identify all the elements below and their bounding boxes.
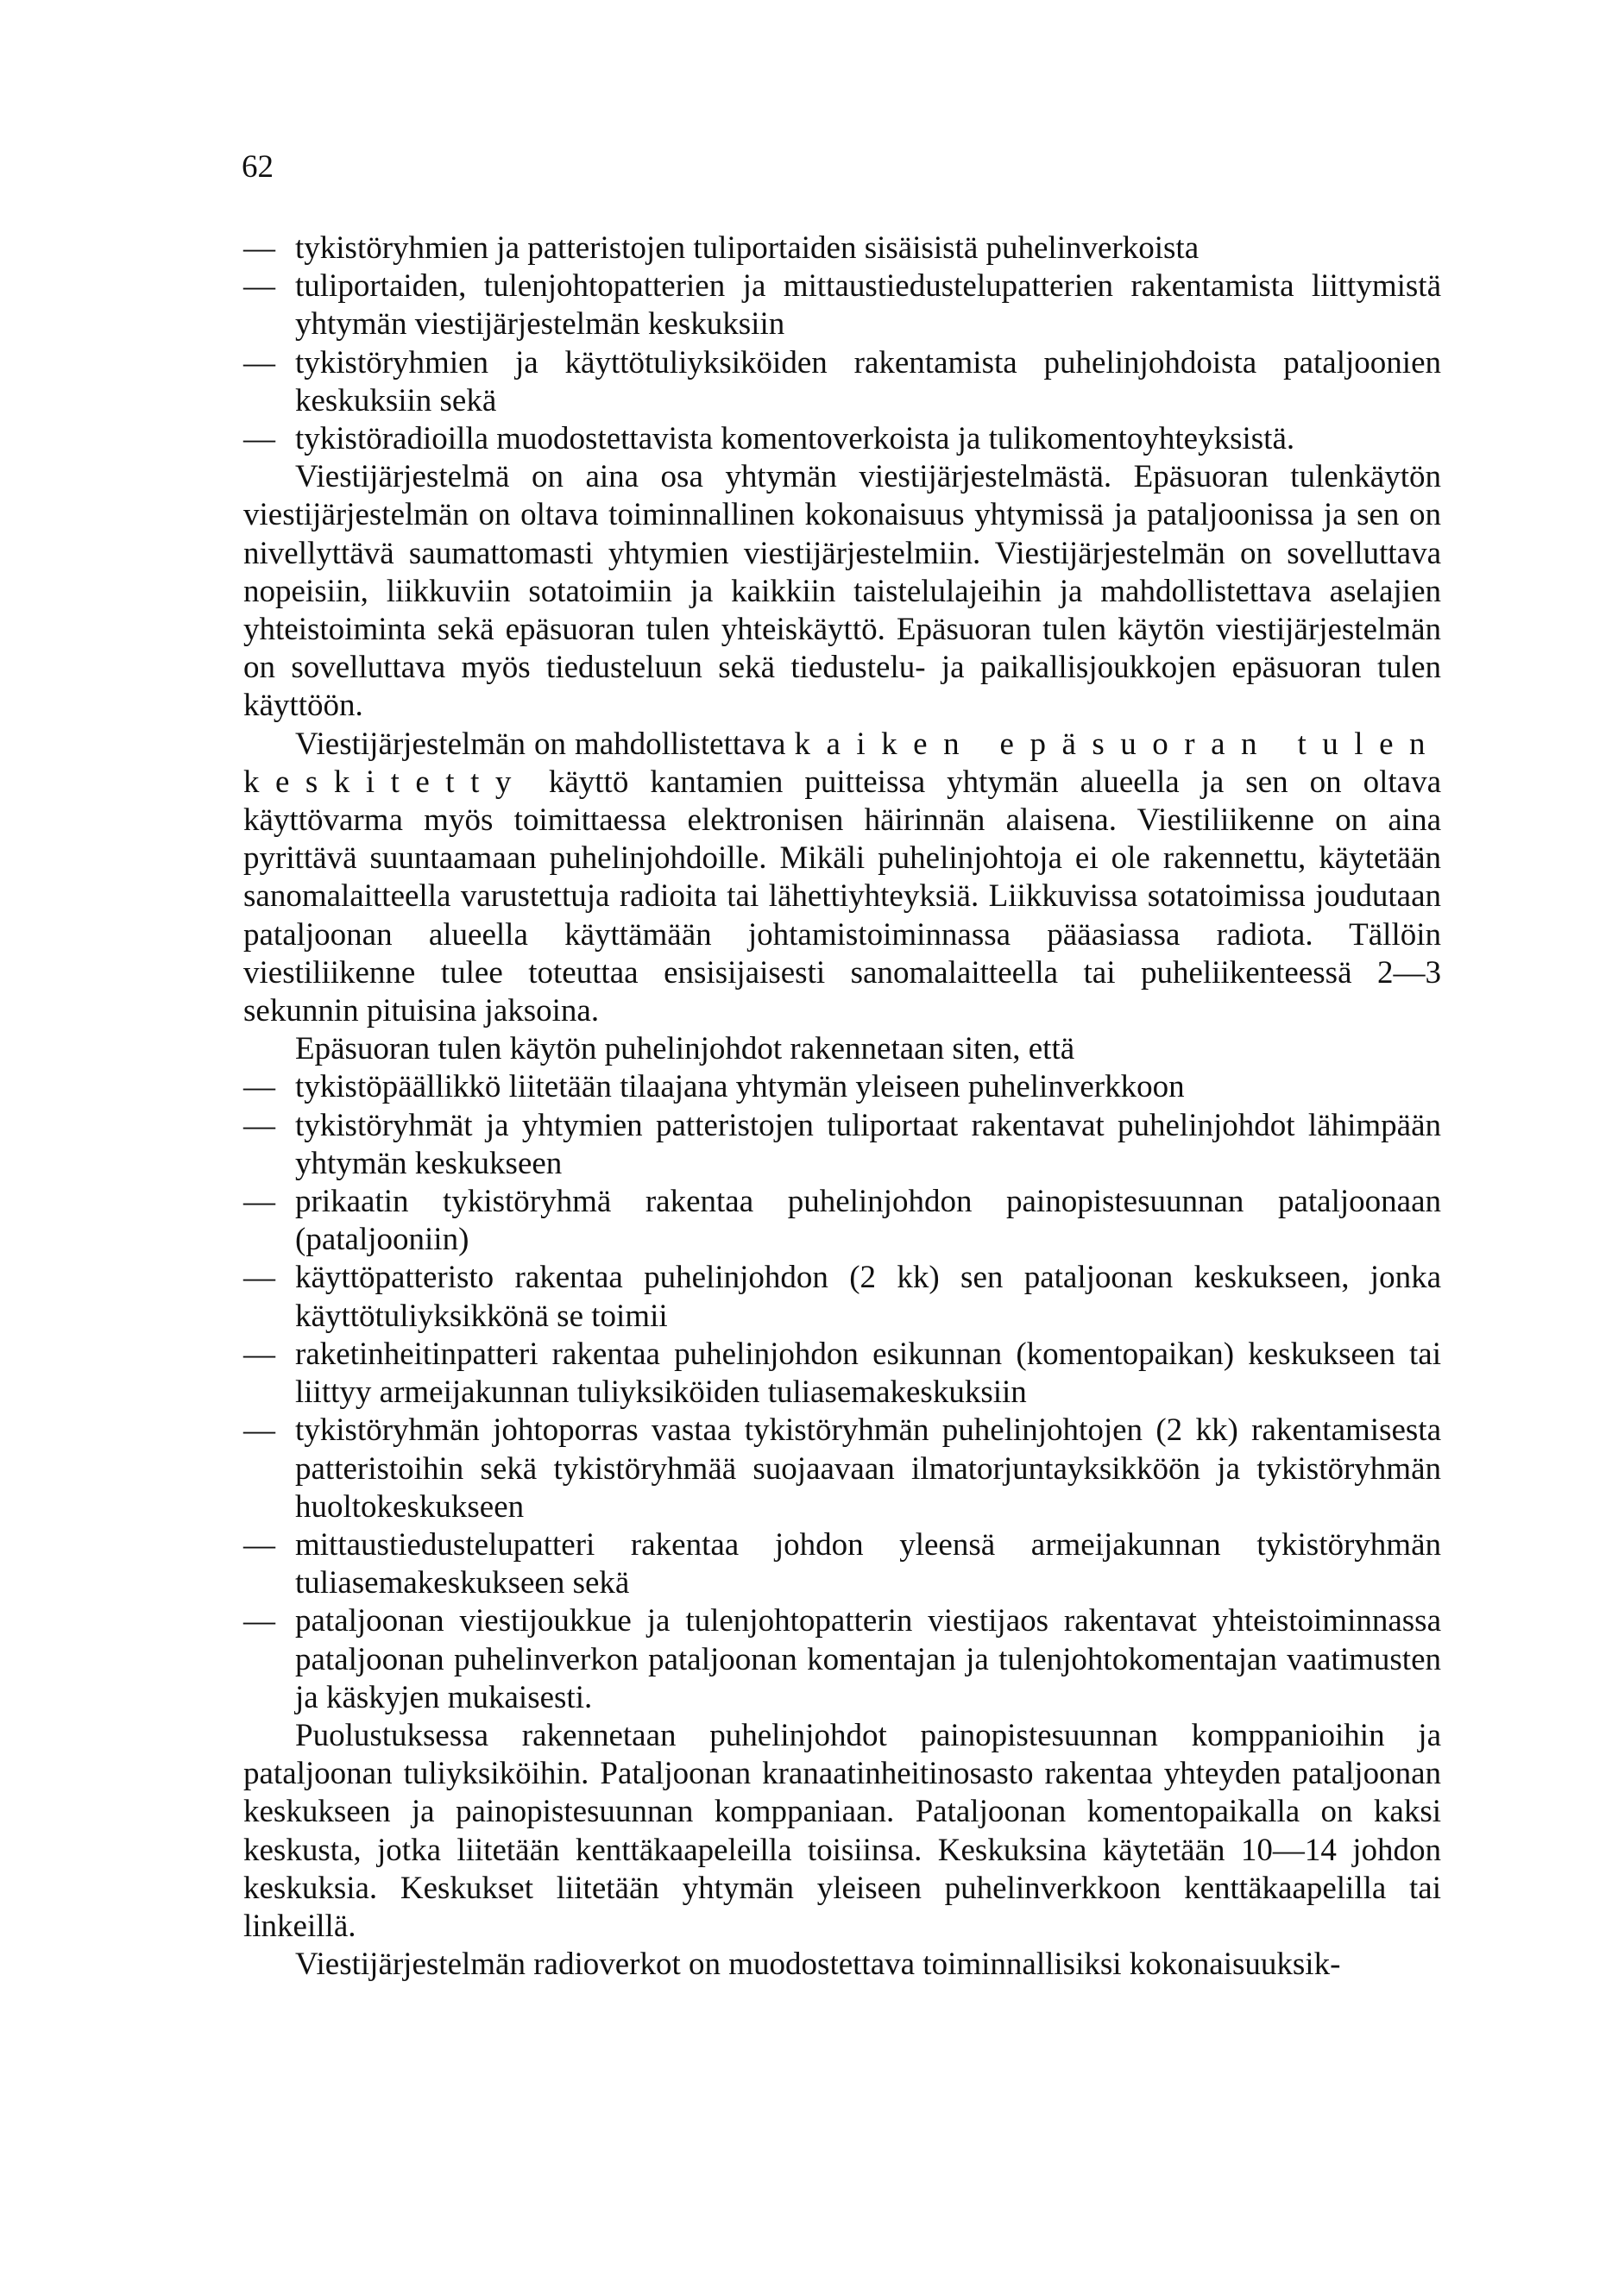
list-item: [243, 1183, 1441, 1259]
list-item: [243, 1068, 1441, 1106]
paragraph: Viestijärjestelmä on aina osa yhtymän viestijärjestelmästä. Epäsuoran tulenkäytön viestijärjestelmän on oltava toiminnallinen kokonaisuus yhtymissä ja pataljoonissa ja sen on nivellyttävä saumattomasti yhtymien viestijärjestelmiin. Viestijärjestelmän on sovelluttava nopeisiin, liikkuviin sotatoimiin ja kaikkiin taistelulajeihin ja mahdollistettava aselajien yhteistoiminta sekä epäsuoran tulen yhteiskäyttö. Epäsuoran tulen käytön viestijärjestelmän on sovelluttava myös tiedusteluun sekä tiedustelu- ja paikallisjoukkojen epäsuoran tulen käyttöön.: [243, 459, 1441, 724]
list-item-text: prikaatin tykistöryhmä rakentaa puhelinjohdon painopistesuunnan pataljoonaan (pataljooniin): [295, 1184, 1441, 1258]
paragraph-text: käyttö kantamien puitteissa yhtymän alueella ja sen on oltava käyttövarma myös toimittaessa elektronisen häirinnän alaisena. Viestiliikenne on aina pyrittävä suuntaamaan puhelinjohdoille. Mikäli puhelinjohtoja ei ole rakennettu, käytetään sanomalaitteella varustettuja radioita tai lähettiyhteyksiä. Liikkuvissa sotatoimissa joudutaan pataljoonan alueella käyttämään johtamistoiminnassa pääasiassa radiota. Tällöin viestiliikenne tulee toteuttaa ensisijaisesti sanomalaitteella tai puheliikenteessä 2—3 sekunnin pituisina jaksoina.: [243, 764, 1441, 1029]
list-item: [243, 1526, 1441, 1602]
dash-bullet: —: [243, 1184, 275, 1220]
list-item-text: tykistöradioilla muodostettavista komentoverkoista ja tulikomentoyhteyksistä.: [295, 421, 1295, 457]
dash-bullet: —: [243, 1069, 275, 1105]
dash-bullet: —: [243, 421, 275, 457]
paragraph: [243, 726, 1441, 1031]
list-item-text: tykistöryhmät ja yhtymien patteristojen tuliportaat rakentavat puhelinjohdot lähimpään yhtymän keskukseen: [295, 1107, 1441, 1181]
dash-bullet: —: [243, 1412, 275, 1449]
list-item-text: tykistöpäällikkö liitetään tilaajana yhtymän yleiseen puhelinverkkoon: [295, 1069, 1185, 1105]
dash-bullet: —: [243, 230, 275, 266]
list-item: [243, 1259, 1441, 1335]
list-item: [243, 230, 1441, 267]
list-item-text: tykistöryhmien ja patteristojen tuliportaiden sisäisistä puhelinverkoista: [295, 230, 1200, 266]
dash-bullet: —: [243, 1603, 275, 1639]
list-item: [243, 1107, 1441, 1183]
list-item-text: raketinheitinpatteri rakentaa puhelinjohdon esikunnan (komentopaikan) keskukseen tai liittyy armeijakunnan tuliyksiköiden tuliasemakeskuksiin: [295, 1336, 1441, 1411]
list-item: [243, 267, 1441, 343]
list-item-text: käyttöpatteristo rakentaa puhelinjohdon (2 kk) sen pataljoonan keskukseen, jonka käyttötuliyksikkönä se toimii: [295, 1260, 1441, 1334]
emphasized-text: kaiken epäsuoran tulen keskitetty: [243, 726, 1442, 800]
list-item: [243, 1412, 1441, 1526]
list-item-text: tykistöryhmien ja käyttötuliyksiköiden rakentamista puhelinjohdoista pataljoonien keskuksiin sekä: [295, 344, 1441, 418]
dash-bullet: —: [243, 344, 275, 381]
list-item: [243, 1336, 1441, 1412]
list-item: [243, 1602, 1441, 1717]
page-number: 62: [242, 149, 274, 185]
dash-bullet: —: [243, 1107, 275, 1143]
list-item: [243, 420, 1441, 458]
paragraph: Puolustuksessa rakennetaan puhelinjohdot painopistesuunnan komppanioihin ja pataljoonan tuliyksiköihin. Pataljoonan kranaatinheitinosasto rakentaa yhteyden pataljoonan keskukseen ja painopistesuunnan komppaniaan. Pataljoonan komentopaikalla on kaksi keskusta, jotka liitetään kenttäkaapeleilla toisiinsa. Keskuksina käytetään 10—14 johdon keskuksia. Keskukset liitetään yhtymän yleiseen puhelinverkkoon kenttäkaapelilla tai linkeillä.: [243, 1717, 1441, 1944]
paragraph-text: Viestijärjestelmän on mahdollistettava: [295, 726, 795, 762]
dash-bullet: —: [243, 1336, 275, 1372]
paragraph: Epäsuoran tulen käytön puhelinjohdot rakennetaan siten, että: [295, 1031, 1075, 1067]
list-item: [243, 344, 1441, 420]
body-text: [243, 230, 1441, 1984]
list-item-text: tykistöryhmän johtoporras vastaa tykistöryhmän puhelinjohtojen (2 kk) rakentamisesta patteristoihin sekä tykistöryhmää suojaavaan ilmatorjuntayksikköön ja tykistöryhmän huoltokeskukseen: [295, 1412, 1441, 1525]
list-item-text: mittaustiedustelupatteri rakentaa johdon yleensä armeijakunnan tykistöryhmän tuliasemakeskukseen sekä: [295, 1526, 1441, 1601]
paragraph: Viestijärjestelmän radioverkot on muodostettava toiminnallisiksi kokonaisuuksik-: [295, 1947, 1341, 1983]
dash-bullet: —: [243, 1526, 275, 1563]
dash-bullet: —: [243, 268, 275, 305]
dash-bullet: —: [243, 1260, 275, 1296]
list-item-text: pataljoonan viestijoukkue ja tulenjohtopatterin viestijaos rakentavat yhteistoiminnassa pataljoonan puhelinverkon pataljoonan komentajan ja tulenjohtokomentajan vaatimusten ja käskyjen mukaisesti.: [295, 1603, 1441, 1715]
list-item-text: tuliportaiden, tulenjohtopatterien ja mittaustiedustelupatterien rakentamista liittymistä yhtymän viestijärjestelmän keskuksiin: [295, 268, 1441, 343]
